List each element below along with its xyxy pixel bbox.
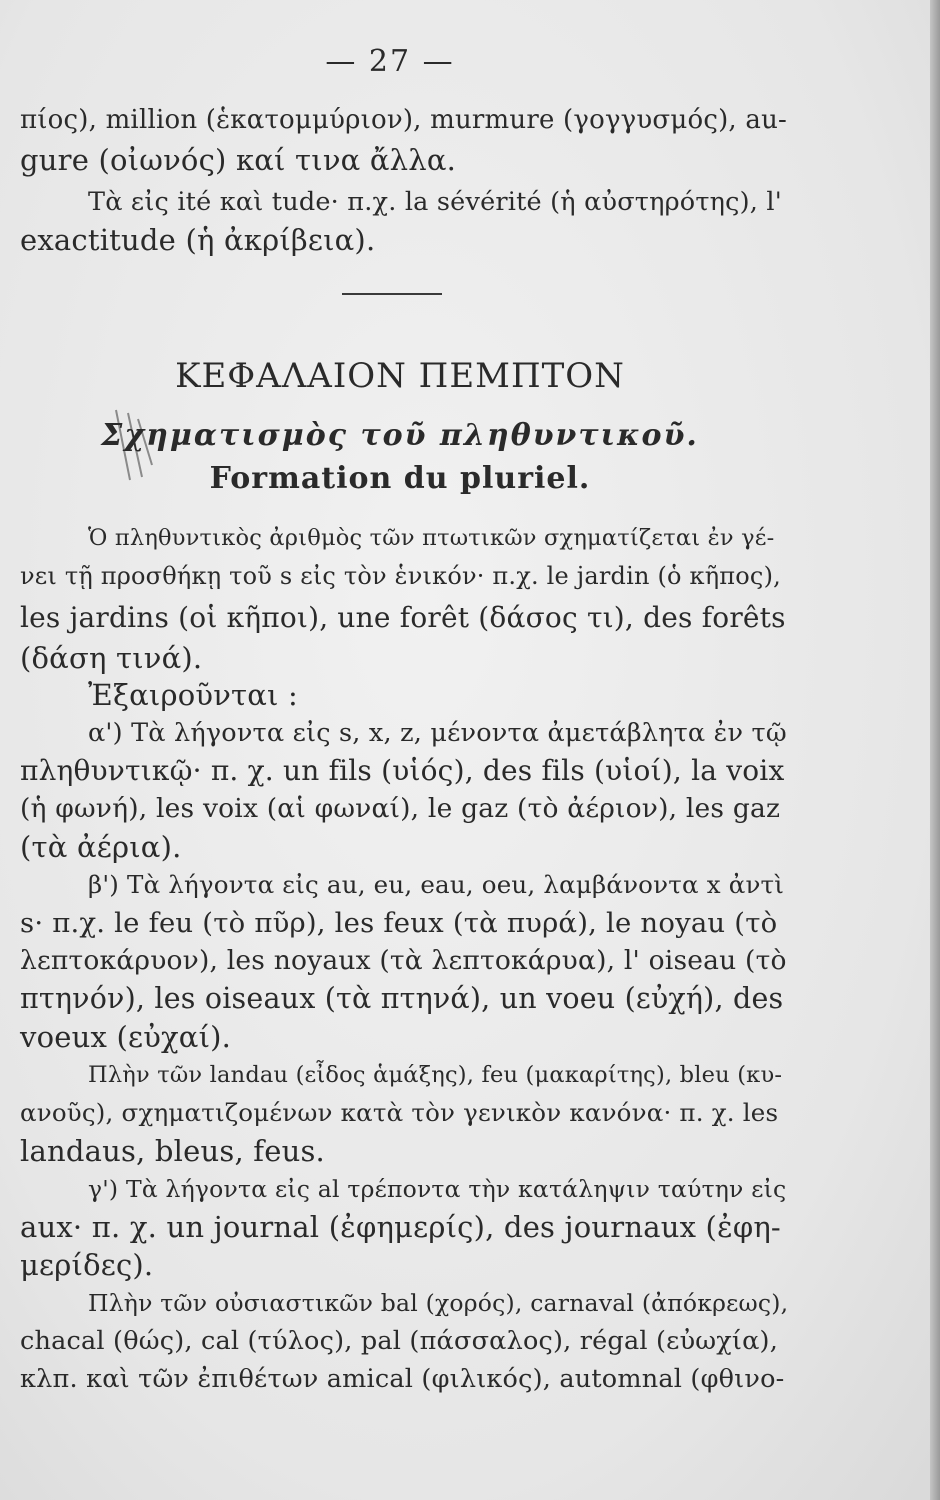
section-title-french: Formation du pluriel. (209, 461, 591, 496)
text-line: s· π.χ. le feu (τὸ πῦρ), les feux (τὰ πυρά), le noyau (τὸ (20, 907, 778, 939)
text-line: ανοῦς), σχηματιζομένων κατὰ τὸν γενικὸν κανόνα· π. χ. les (20, 1098, 779, 1127)
text-line: aux· π. χ. un journal (ἐφημερίς), des journaux (ἐφη- (20, 1210, 781, 1244)
text-line: νει τῇ προσθήκῃ τοῦ s εἰς τὸν ἑνικόν· π.χ. le jardin (ὁ κῆπος), (20, 562, 781, 590)
text-line: πίος), million (ἑκατομμύριον), murmure (γογγυσμός), au- (20, 105, 787, 135)
text-line: Ἐξαιροῦνται : (88, 678, 299, 712)
page-number: — 27 — (325, 44, 455, 79)
text-line: λεπτοκάρυον), les noyaux (τὰ λεπτοκάρυα), l' oiseau (τὸ (20, 945, 787, 976)
text-line: exactitude (ἡ ἀκρίβεια). (20, 223, 376, 257)
text-line: Πλὴν τῶν landau (εἶδος ἁμάξης), feu (μακαρίτης), bleu (κυ- (88, 1062, 783, 1088)
text-line: πτηνόν), les oiseaux (τὰ πτηνά), un voeu (εὐχή), des (20, 982, 784, 1015)
text-line: (δάση τινά). (20, 641, 203, 675)
text-line: β') Τὰ λήγοντα εἰς au, eu, eau, oeu, λαμβάνοντα x ἀντὶ (88, 870, 785, 899)
chapter-title: ΚΕΦΑΛΑΙΟΝ ΠΕΜΠΤΟΝ (175, 356, 625, 396)
text-line: landaus, bleus, feus. (20, 1134, 325, 1168)
text-line: les jardins (οἱ κῆποι), une forêt (δάσος τι), des forêts (20, 601, 786, 634)
section-title-greek: Σχηματισμὸς τοῦ πληθυντικοῦ. (101, 418, 699, 453)
text-line: α') Τὰ λήγοντα εἰς s, x, z, μένοντα ἀμετάβλητα ἐν τῷ (88, 718, 787, 748)
page-edge (930, 0, 940, 1500)
text-line: πληθυντικῷ· π. χ. un fils (υἱός), des fils (υἱοί), la voix (20, 754, 785, 787)
text-line: γ') Τὰ λήγοντα εἰς al τρέποντα τὴν κατάληψιν ταύτην εἰς (88, 1175, 787, 1203)
text-line: chacal (θώς), cal (τύλος), pal (πάσσαλος), régal (εὐωχία), (20, 1326, 778, 1356)
section-divider (342, 293, 442, 295)
text-line: (τὰ ἀέρια). (20, 830, 182, 864)
text-line: (ἡ φωνή), les voix (αἱ φωναί), le gaz (τὸ ἀέριον), les gaz (20, 793, 781, 824)
text-line: voeux (εὐχαί). (20, 1020, 232, 1054)
text-line: gure (οἰωνός) καί τινα ἄλλα. (20, 143, 457, 177)
text-line: Τὰ εἰς ité καὶ tude· π.χ. la sévérité (ἡ αὐστηρότης), l' (88, 187, 782, 217)
text-line: Πλὴν τῶν οὐσιαστικῶν bal (χορός), carnaval (ἀπόκρεως), (88, 1289, 789, 1317)
text-line: Ὁ πληθυντικὸς ἀριθμὸς τῶν πτωτικῶν σχηματίζεται ἐν γέ- (88, 525, 775, 551)
text-line: κλπ. καὶ τῶν ἐπιθέτων amical (φιλικός), automnal (φθινο- (20, 1364, 785, 1394)
text-line: μερίδες). (20, 1248, 154, 1282)
